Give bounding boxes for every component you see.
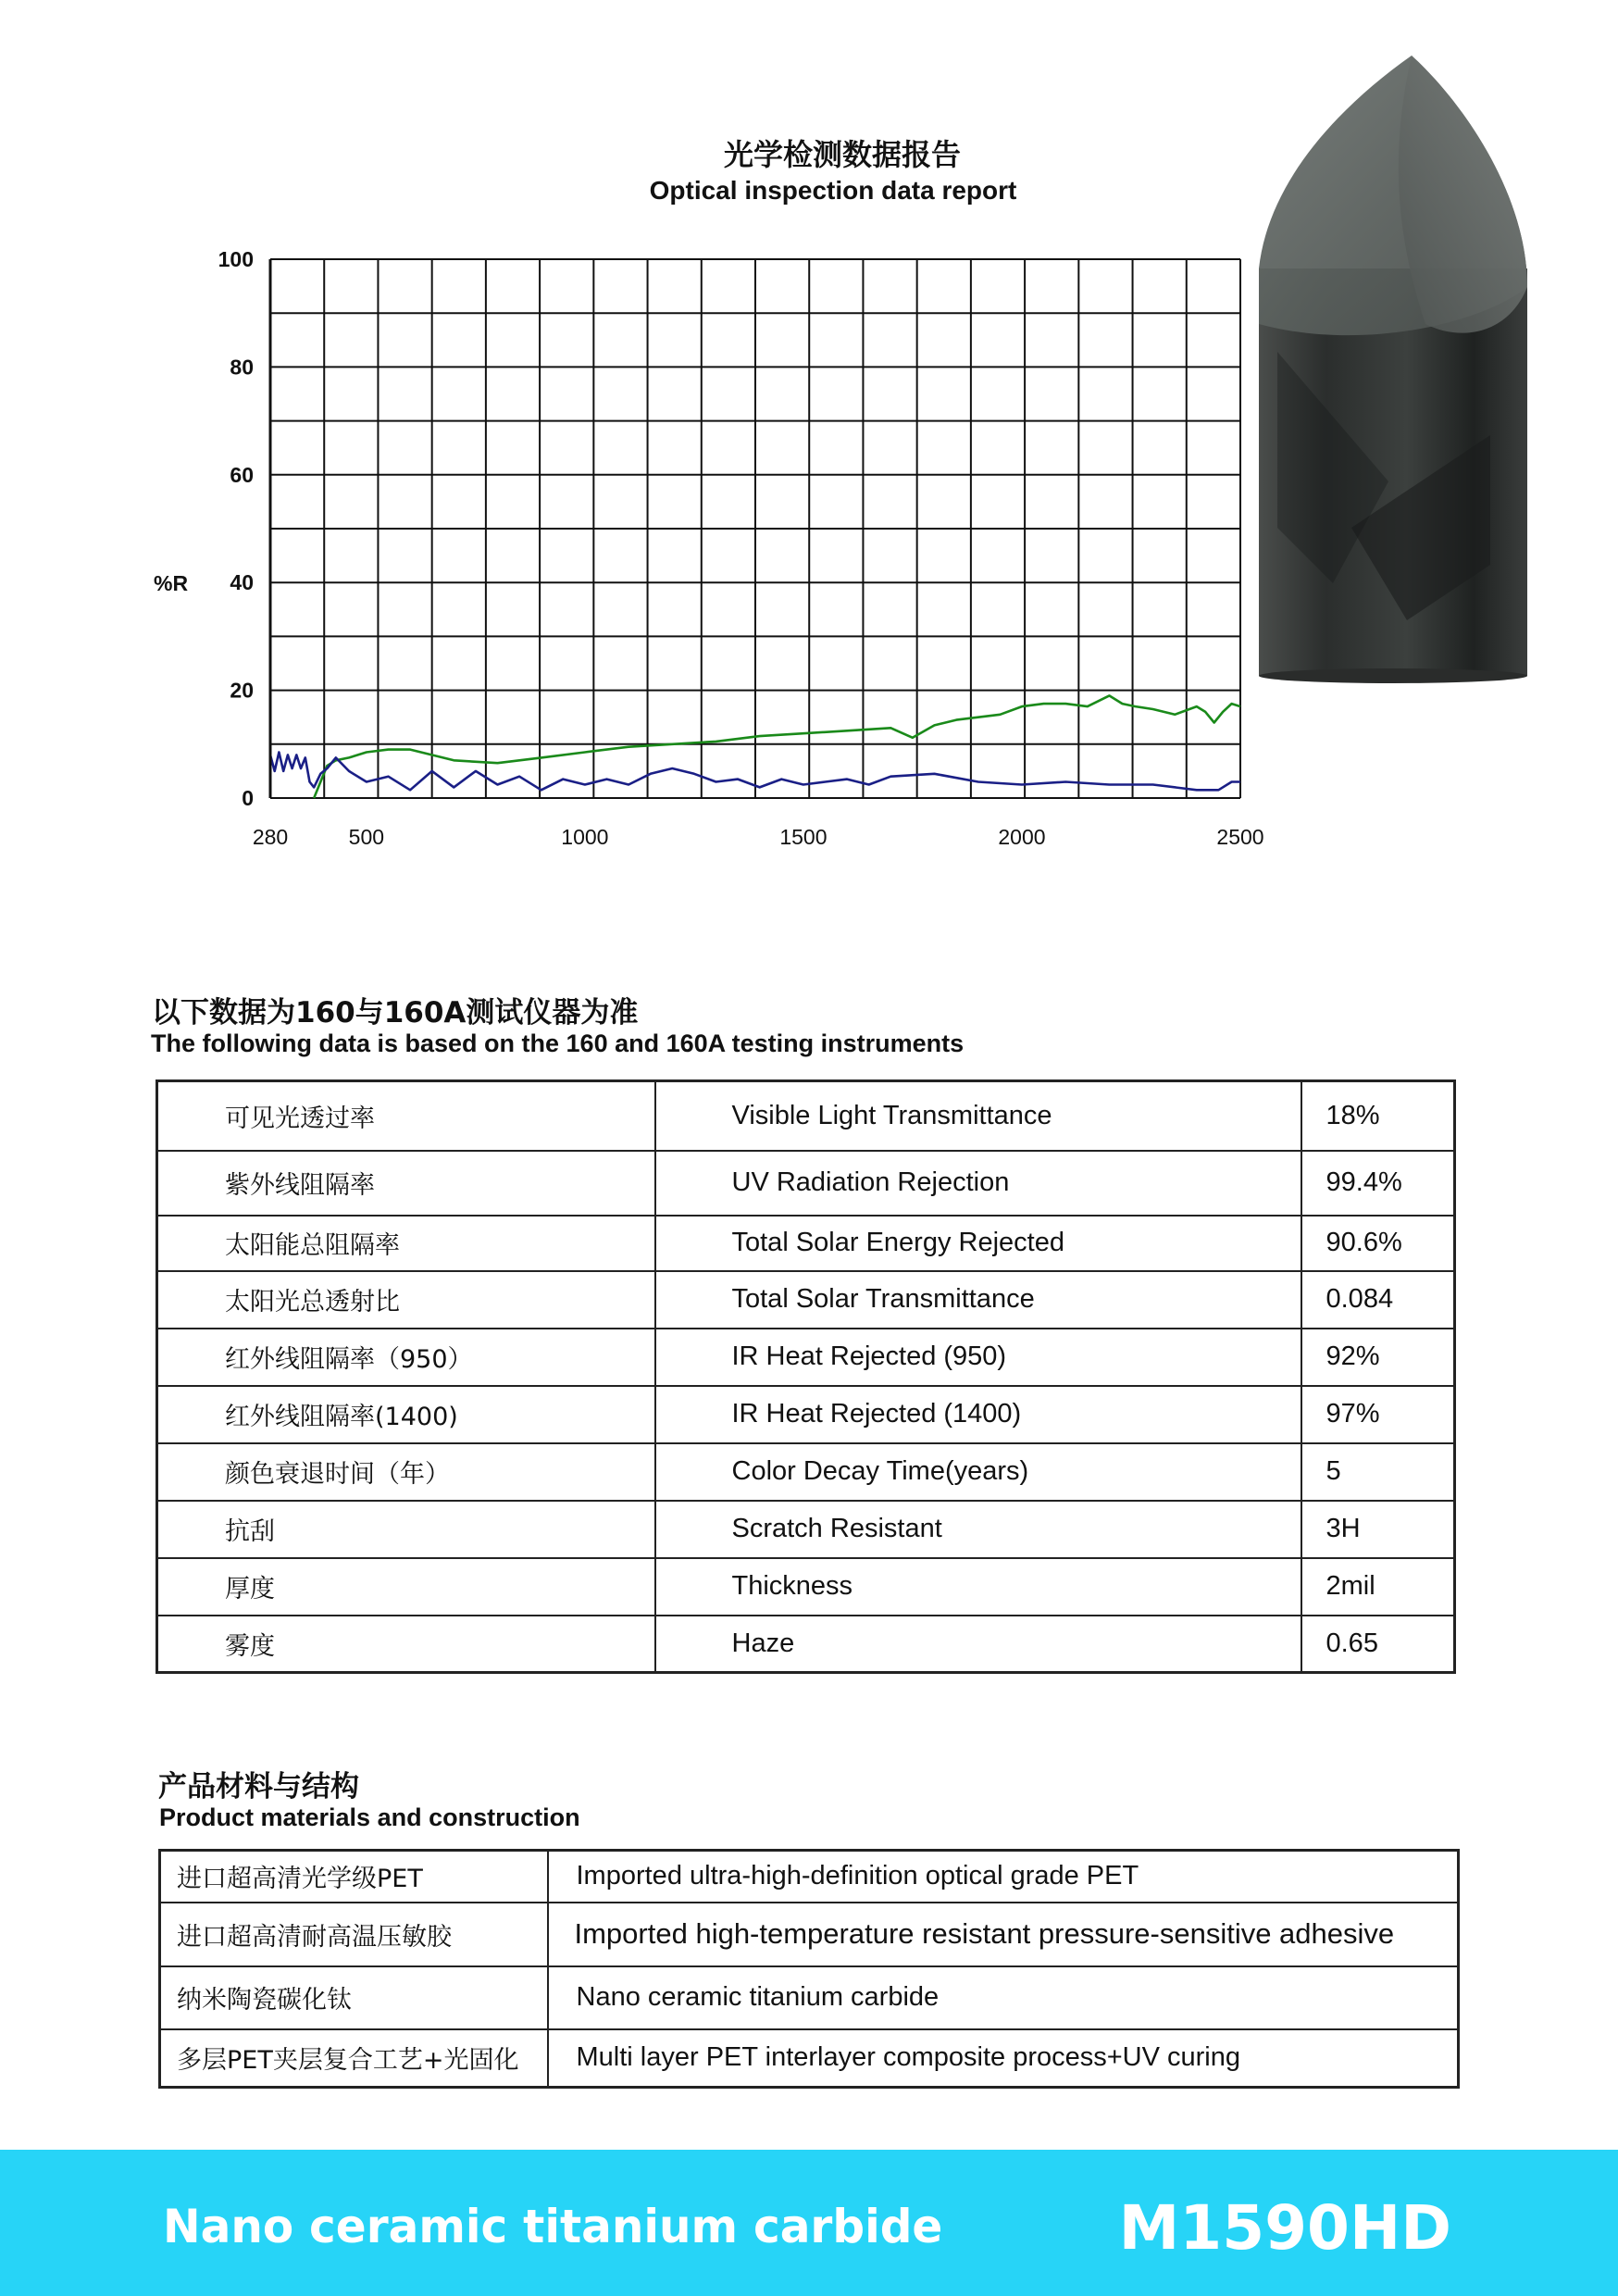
y-tick-label: 80 (230, 355, 254, 380)
spec-row (157, 1081, 1455, 1151)
materials-row (160, 1966, 1459, 2029)
spec-value: 99.4% (1301, 1151, 1455, 1216)
spec-label-en: Scratch Resistant (655, 1501, 1301, 1558)
material-label-cn: 多层PET夹层复合工艺+光固化 (160, 2029, 548, 2088)
report-title-en: Optical inspection data report (649, 176, 1017, 205)
spec-label-cn: 红外线阻隔率（950） (157, 1329, 655, 1386)
spec-row (157, 1443, 1455, 1501)
materials-row (160, 1903, 1459, 1966)
spec-label-en: Visible Light Transmittance (655, 1081, 1301, 1151)
chart-tick-labels (218, 247, 1264, 849)
spec-table (156, 1079, 1456, 1674)
chart-y-axis-label: %R (154, 571, 189, 595)
spec-label-cn: 紫外线阻隔率 (157, 1151, 655, 1216)
material-label-en: Imported high-temperature resistant pressure-sensitive adhesive (548, 1903, 1459, 1966)
chart-grid (270, 259, 1240, 798)
x-tick-label: 2500 (1216, 825, 1264, 849)
spec-label-en: Total Solar Transmittance (655, 1271, 1301, 1329)
y-tick-label: 40 (230, 570, 254, 595)
material-label-en: Imported ultra-high-definition optical grade PET (548, 1851, 1459, 1903)
y-tick-label: 60 (230, 462, 254, 487)
x-tick-label: 1500 (779, 825, 828, 849)
spec-row (157, 1329, 1455, 1386)
spec-value: 0.65 (1301, 1616, 1455, 1673)
spec-label-en: UV Radiation Rejection (655, 1151, 1301, 1216)
spec-row (157, 1558, 1455, 1616)
footer-tagline: Nano ceramic titanium carbide (163, 2200, 943, 2253)
spec-value: 5 (1301, 1443, 1455, 1501)
material-label-en: Multi layer PET interlayer composite process+UV curing (548, 2029, 1459, 2088)
material-label-cn: 进口超高清光学级PET (160, 1851, 548, 1903)
materials-table (158, 1849, 1460, 2089)
report-title-cn: 光学检测数据报告 (723, 137, 961, 172)
spec-label-cn: 红外线阻隔率(1400) (157, 1386, 655, 1443)
x-tick-label: 280 (252, 825, 289, 849)
spec-value: 2mil (1301, 1558, 1455, 1616)
spec-heading-cn: 以下数据为160与160A测试仪器为准 (152, 996, 639, 1029)
spec-value: 97% (1301, 1386, 1455, 1443)
material-label-en: Nano ceramic titanium carbide (548, 1966, 1459, 2029)
spec-label-cn: 太阳光总透射比 (157, 1271, 655, 1329)
spec-label-cn: 抗刮 (157, 1501, 655, 1558)
spec-label-en: Thickness (655, 1558, 1301, 1616)
footer-banner (0, 2150, 1618, 2296)
spec-value: 90.6% (1301, 1216, 1455, 1271)
material-label-cn: 进口超高清耐高温压敏胶 (160, 1903, 548, 1966)
spec-label-cn: 雾度 (157, 1616, 655, 1673)
material-label-cn: 纳米陶瓷碳化钛 (160, 1966, 548, 2029)
spec-row (157, 1501, 1455, 1558)
footer-model-number: M1590HD (1118, 2192, 1451, 2264)
spec-value: 0.084 (1301, 1271, 1455, 1329)
materials-row (160, 2029, 1459, 2088)
spec-row (157, 1386, 1455, 1443)
materials-row (160, 1851, 1459, 1903)
y-tick-label: 0 (242, 786, 254, 810)
spec-label-en: Total Solar Energy Rejected (655, 1216, 1301, 1271)
film-roll-image (1250, 46, 1537, 685)
spec-label-cn: 厚度 (157, 1558, 655, 1616)
spec-label-cn: 颜色衰退时间（年） (157, 1443, 655, 1501)
spec-row (157, 1151, 1455, 1216)
spec-label-en: Color Decay Time(years) (655, 1443, 1301, 1501)
spec-label-en: Haze (655, 1616, 1301, 1673)
y-tick-label: 20 (230, 678, 254, 703)
spec-row (157, 1271, 1455, 1329)
series-line-1 (314, 695, 1240, 798)
spec-label-cn: 可见光透过率 (157, 1081, 655, 1151)
x-tick-label: 500 (348, 825, 385, 849)
x-tick-label: 1000 (561, 825, 609, 849)
spec-value: 18% (1301, 1081, 1455, 1151)
spec-label-en: IR Heat Rejected (950) (655, 1329, 1301, 1386)
spec-label-en: IR Heat Rejected (1400) (655, 1386, 1301, 1443)
spec-value: 92% (1301, 1329, 1455, 1386)
spec-row (157, 1216, 1455, 1271)
y-tick-label: 100 (218, 247, 254, 271)
materials-heading-en: Product materials and construction (159, 1803, 580, 1831)
x-tick-label: 2000 (998, 825, 1046, 849)
spec-value: 3H (1301, 1501, 1455, 1558)
spec-row (157, 1616, 1455, 1673)
spec-label-cn: 太阳能总阻隔率 (157, 1216, 655, 1271)
spec-heading-en: The following data is based on the 160 and 160A testing instruments (151, 1029, 965, 1057)
materials-heading-cn: 产品材料与结构 (158, 1770, 359, 1803)
